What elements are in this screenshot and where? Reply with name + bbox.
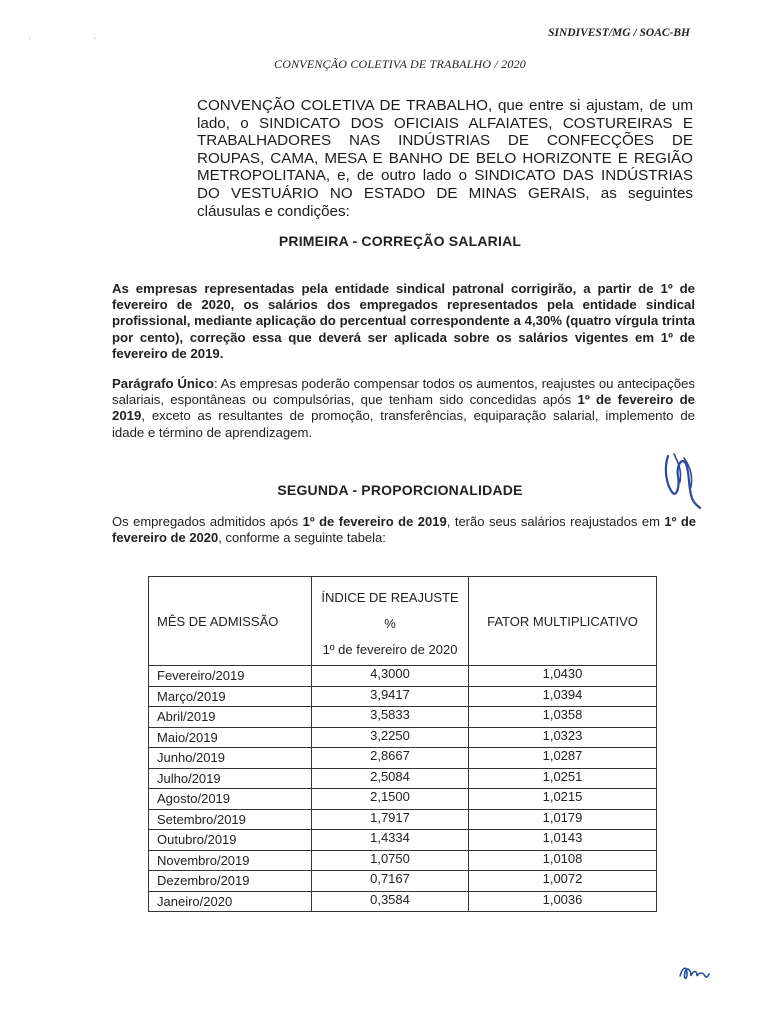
cell-month: Maio/2019 — [149, 727, 312, 748]
cell-factor: 1,0215 — [469, 789, 657, 810]
table-row — [149, 707, 657, 728]
cell-month: Abril/2019 — [149, 707, 312, 728]
cell-index: 2,8667 — [312, 748, 469, 769]
clause1-body: As empresas representadas pela entidade sindical patronal corrigirão, a partir de 1º de fevereiro de 2020, os salários dos empregados representados pela entidade sindical profissional, mediante aplicação do percentual correspondente a 4,30% (quatro vírgula trinta por cento), correção essa que deverá ser aplicada sobre os salários vigentes em 1º de fevereiro de 2019. — [112, 281, 695, 361]
scan-artifact: · · — [28, 33, 127, 43]
initials-mark — [677, 962, 711, 984]
cell-factor: 1,0323 — [469, 727, 657, 748]
col-header-adjustment-index — [312, 577, 469, 666]
document-title: CONVENÇÃO COLETIVA DE TRABALHO / 2020 — [274, 57, 526, 71]
cell-index: 3,2250 — [312, 727, 469, 748]
cell-factor: 1,0072 — [469, 871, 657, 892]
cell-factor: 1,0430 — [469, 666, 657, 687]
cell-index: 0,7167 — [312, 871, 469, 892]
clause1-paragraph-unico — [112, 376, 695, 441]
cell-month: Fevereiro/2019 — [149, 666, 312, 687]
col-header-admission-month: MÊS DE ADMISSÃO — [149, 577, 312, 666]
clause2-title: SEGUNDA - PROPORCIONALIDADE — [277, 482, 523, 498]
clause2-text-1: Os empregados admitidos após — [112, 514, 303, 529]
cell-month: Julho/2019 — [149, 768, 312, 789]
cell-factor: 1,0287 — [469, 748, 657, 769]
cell-factor: 1,0358 — [469, 707, 657, 728]
clause2-bold-2: 1º de fevereiro de 2020 — [112, 514, 697, 546]
clause2-bold-1: 1º de fevereiro de 2019 — [302, 514, 447, 529]
cell-month: Dezembro/2019 — [149, 871, 312, 892]
paragraph-label: Parágrafo Único — [112, 376, 214, 391]
clause2-text-3: , conforme a seguinte tabela: — [218, 530, 386, 546]
cell-index: 0,3584 — [312, 891, 469, 912]
col2-header-line1: ÍNDICE DE REAJUSTE — [321, 590, 459, 605]
paragraph-bold-date: 1º de fevereiro de 2019 — [112, 392, 695, 424]
clause2-text-2: , terão seus salários reajustados em — [446, 514, 665, 529]
signature-mark — [660, 448, 702, 510]
table-row — [149, 768, 657, 789]
table-row — [149, 666, 657, 687]
cell-index: 3,9417 — [312, 686, 469, 707]
intro-paragraph: CONVENÇÃO COLETIVA DE TRABALHO, que entre si ajustam, de um lado, o SINDICATO DOS OFICIAIS ALFAIATES, COSTUREIRAS E TRABALHADORES NAS INDÚSTRIAS DE CONFECÇÕES DE ROUPAS, CAMA, MESA E BANHO DE BELO HORIZONTE E REGIÃO METROPOLITANA, e, de outro lado o SINDICATO DAS INDÚSTRIAS DO VESTUÁRIO NO ESTADO DE MINAS GERAIS, as seguintes cláusulas e condições: — [197, 97, 693, 220]
clause2-intro — [112, 514, 696, 546]
cell-index: 1,4334 — [312, 830, 469, 851]
table-row — [149, 850, 657, 871]
cell-month: Agosto/2019 — [149, 789, 312, 810]
cell-factor: 1,0251 — [469, 768, 657, 789]
cell-factor: 1,0143 — [469, 830, 657, 851]
cell-month: Junho/2019 — [149, 748, 312, 769]
cell-index: 1,7917 — [312, 809, 469, 830]
table-header-row — [149, 577, 657, 666]
paragraph-text-1: : As empresas poderão compensar todos os aumentos, reajustes ou antecipações salariais, espontâneas ou compulsórias, que tenham sido concedidas após — [112, 376, 695, 408]
cell-month: Outubro/2019 — [149, 830, 312, 851]
cell-index: 2,5084 — [312, 768, 469, 789]
paragraph-text-2: , exceto as resultantes de promoção, transferências, equiparação salarial, implemento de idade e término de aprendizagem. — [112, 408, 695, 440]
cell-index: 1,0750 — [312, 850, 469, 871]
cell-factor: 1,0036 — [469, 891, 657, 912]
table-row — [149, 686, 657, 707]
header-reference: SINDIVEST/MG / SOAC-BH — [548, 27, 690, 39]
table-row — [149, 830, 657, 851]
cell-factor: 1,0394 — [469, 686, 657, 707]
adjustment-table — [148, 576, 657, 912]
cell-index: 2,1500 — [312, 789, 469, 810]
col2-header-line3: 1º de fevereiro de 2020 — [322, 642, 458, 657]
cell-month: Novembro/2019 — [149, 850, 312, 871]
col-header-multiplier: FATOR MULTIPLICATIVO — [469, 577, 657, 666]
clause1-title: PRIMEIRA - CORREÇÃO SALARIAL — [278, 233, 522, 249]
cell-factor: 1,0179 — [469, 809, 657, 830]
cell-index: 4,3000 — [312, 666, 469, 687]
cell-factor: 1,0108 — [469, 850, 657, 871]
table-row — [149, 871, 657, 892]
table-row — [149, 727, 657, 748]
cell-month: Janeiro/2020 — [149, 891, 312, 912]
col2-header-line2: % — [384, 616, 396, 631]
table-row — [149, 891, 657, 912]
cell-index: 3,5833 — [312, 707, 469, 728]
table-row — [149, 748, 657, 769]
cell-month: Setembro/2019 — [149, 809, 312, 830]
table-row — [149, 789, 657, 810]
cell-month: Março/2019 — [149, 686, 312, 707]
table-row — [149, 809, 657, 830]
